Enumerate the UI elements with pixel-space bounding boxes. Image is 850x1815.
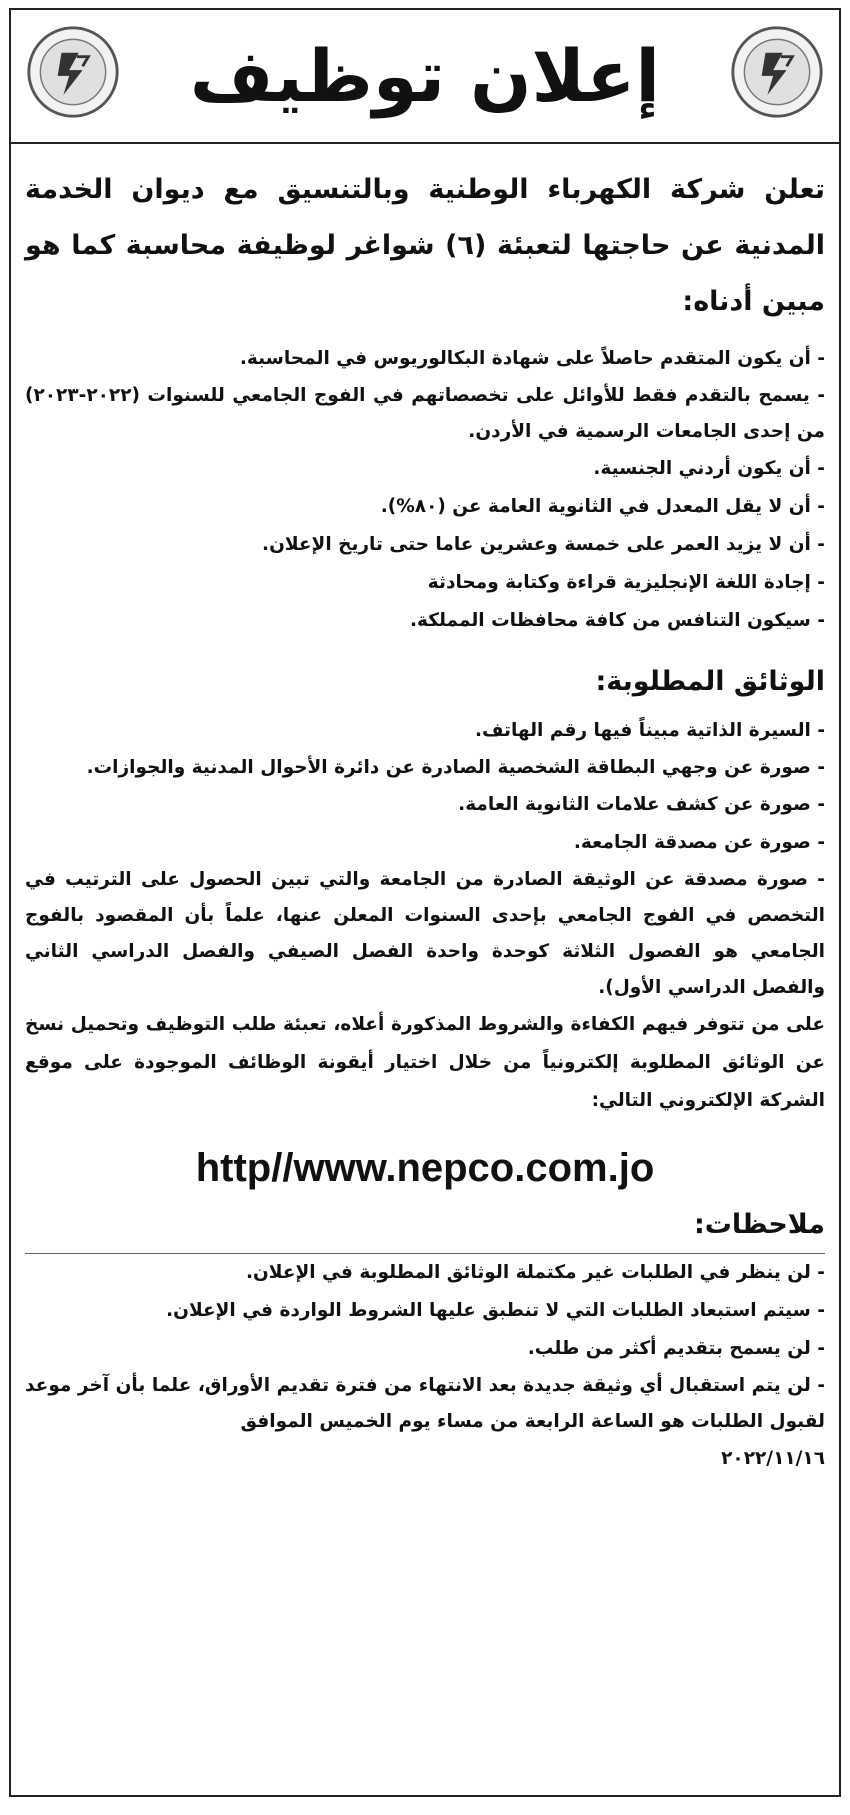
- requirement-item: - إجادة اللغة الإنجليزية قراءة وكتابة ومحادثة: [427, 572, 825, 593]
- document-item: - صورة عن وجهي البطاقة الشخصية الصادرة عن دائرة الأحوال المدنية والجوازات.: [86, 757, 825, 778]
- document-item: - السيرة الذاتية مبيناً فيها رقم الهاتف.: [474, 720, 825, 741]
- note-item: - سيتم استبعاد الطلبات التي لا تنطبق عليها الشروط الواردة في الإعلان.: [166, 1300, 825, 1321]
- intro-paragraph: تعلن شركة الكهرباء الوطنية وبالتنسيق مع ديوان الخدمة المدنية عن حاجتها لتعبئة (٦) شواغر لوظيفة محاسبة كما هو مبين أدناه:: [25, 174, 825, 317]
- requirement-item: - أن يكون المتقدم حاصلاً على شهادة البكالوريوس في المحاسبة.: [239, 348, 825, 369]
- apply-instructions: على من تتوفر فيهم الكفاءة والشروط المذكورة أعلاه، تعبئة طلب التوظيف وتحميل نسخ عن الوثائق المطلوبة إلكترونياً من خلال اختيار أيقونة الوظائف الموجودة على موقع الشركة الإلكتروني التالي:: [25, 1014, 825, 1111]
- document-item: - صورة عن كشف علامات الثانوية العامة.: [458, 794, 825, 815]
- company-logo-icon: [729, 24, 825, 120]
- documents-list: [25, 712, 825, 1006]
- note-item: - لن يسمح بتقديم أكثر من طلب.: [527, 1338, 825, 1359]
- ad-body: [11, 144, 839, 1478]
- document-item: - صورة مصدقة عن الوثيقة الصادرة من الجامعة والتي تبين الحصول على الترتيب في التخصص في الفوج الجامعي بإحدى السنوات المعلن عنها، علماً بأن المقصود بالفوج الجامعي هو الفصول الثلاثة كوحدة واحدة الفصل الصيفي والفصل الدراسي الثاني والفصل الدراسي الأول).: [25, 869, 825, 998]
- requirement-item: - أن لا يزيد العمر على خمسة وعشرين عاما حتى تاريخ الإعلان.: [262, 534, 825, 555]
- requirement-item: - يسمح بالتقدم فقط للأوائل على تخصصاتهم في الفوج الجامعي للسنوات (٢٠٢٢-٢٠٢٣) من إحدى الجامعات الرسمية في الأردن.: [25, 385, 825, 442]
- company-logo-icon: [25, 24, 121, 120]
- website-link[interactable]: http//www.nepco.com.jo: [195, 1146, 655, 1190]
- requirement-item: - سيكون التنافس من كافة محافظات المملكة.: [409, 610, 825, 631]
- job-advertisement: [9, 8, 841, 1797]
- requirements-list: [25, 340, 825, 640]
- note-item: - لن ينظر في الطلبات غير مكتملة الوثائق المطلوبة في الإعلان.: [245, 1262, 825, 1283]
- ad-title: إعلان توظيف: [189, 34, 661, 118]
- ad-header: [11, 10, 839, 144]
- document-item: - صورة عن مصدقة الجامعة.: [573, 832, 825, 853]
- deadline-date: ٢٠٢٢/١١/١٦: [721, 1448, 825, 1469]
- notes-list: [25, 1254, 825, 1440]
- documents-heading: الوثائق المطلوبة:: [595, 666, 825, 697]
- notes-heading: ملاحظات:: [25, 1203, 825, 1254]
- requirement-item: - أن لا يقل المعدل في الثانوية العامة عن (٨٠%).: [380, 496, 825, 517]
- requirement-item: - أن يكون أردني الجنسية.: [593, 458, 825, 479]
- note-item: - لن يتم استقبال أي وثيقة جديدة بعد الانتهاء من فترة تقديم الأوراق، علما بأن آخر موعد لقبول الطلبات هو الساعة الرابعة من مساء يوم الخميس الموافق: [25, 1375, 825, 1432]
